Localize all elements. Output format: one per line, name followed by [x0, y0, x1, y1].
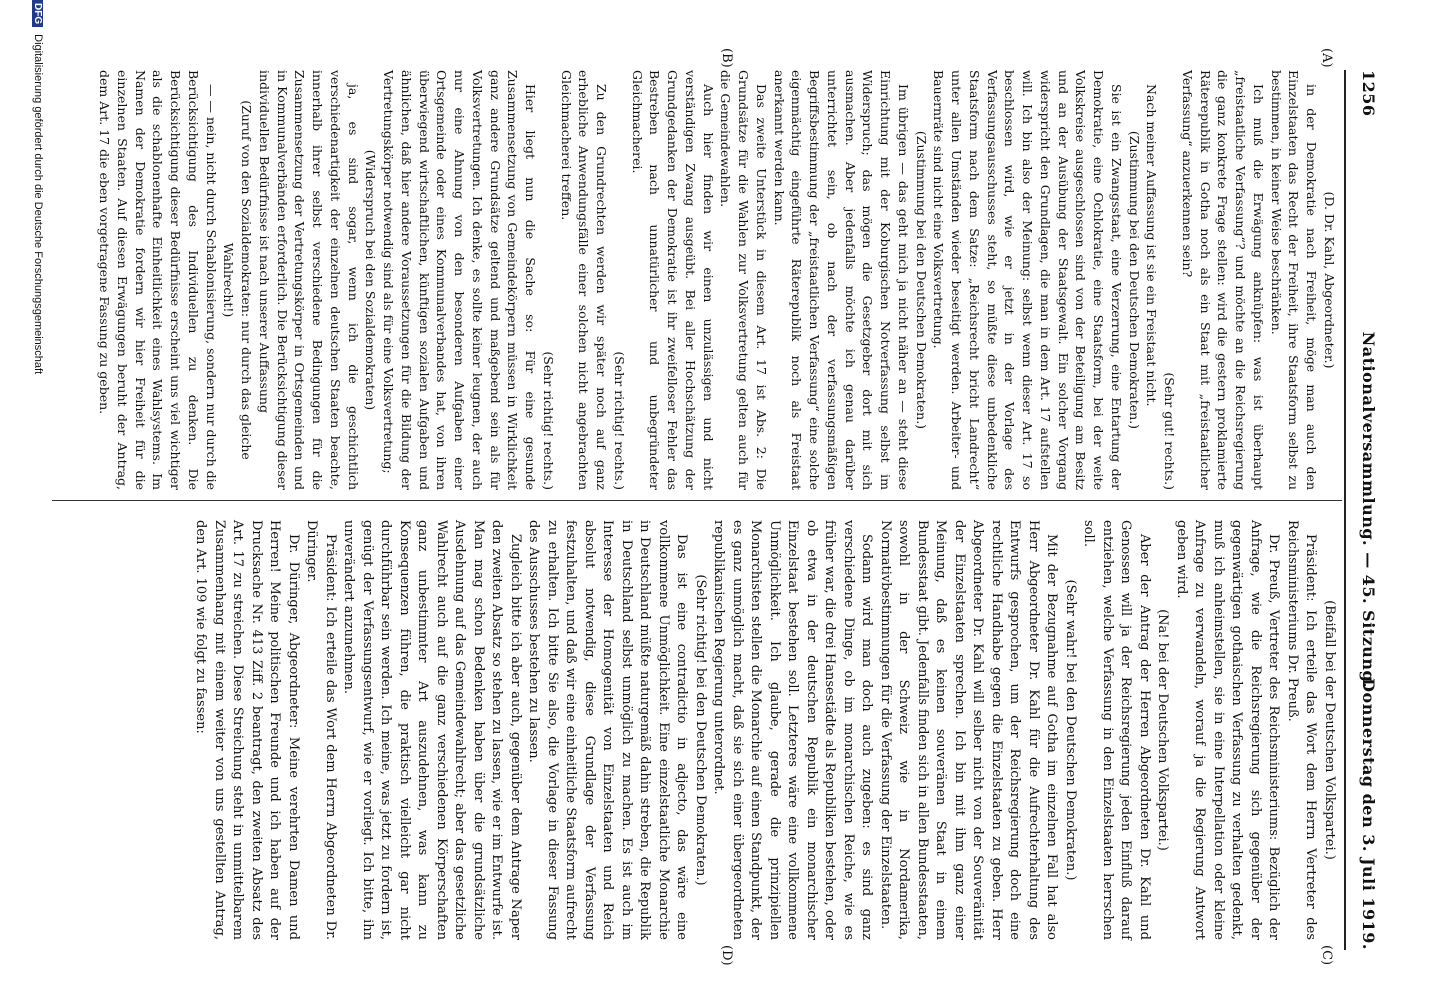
interjection: (Sehr richtig! rechts.)	[612, 351, 627, 490]
paragraph: ja, es sind sogar, wenn ich die geschichtlich verschiedenartigkeit der einzelnen deutschen Staaten beachte, innerhalb ihrer selbst verschiedene Bedingungen für die Zusammensetzung der Vertretungskörper in Ortsgemeinden und in Kommunalverbänden erforderlich. Die Berücksichtigung dieser individuellen Bedürfnisse ist nach unserer Auffassung	[257, 70, 361, 490]
interjection: (Sehr gut! rechts.)	[1162, 372, 1178, 490]
paragraph: Ich muß die Erwägung anknüpfen: was ist überhaupt „freistaatliche Verfassung“? und möchte an die Reichsregierung die ganz konkrete Frage stellen: wird die gestern proklamierte Räterepublik in Gotha noch als ein Staat mit „freistaatlicher Verfassung“ anzuerkennen sein?	[1180, 70, 1266, 490]
interjection: (Zustimmung bei den Deutschen Demokraten.)	[1126, 130, 1142, 430]
paragraph: Präsident: Ich erteile das Wort dem Herrn Abgeordneten Dr. Düringer.	[304, 520, 338, 940]
paragraph: in der Demokratie nach Freiheit, möge man auch den Einzelstaaten das Recht der Freiheit, ihre Staatsform selbst zu bestimmen, in keiner Weise beschränken.	[1268, 70, 1320, 490]
interjection: (Zuruf von den Sozialdemokraten: nur durch das gleiche Wahlrecht!)	[221, 100, 255, 460]
page-number: 1256	[1359, 70, 1378, 117]
paragraph: Sodann wird man doch auch zugeben: es sind ganz verschiedene Dinge, ob im monarchischen Reiche, wie es früher war, die drei Hansestädte als Republiken bestehen, oder ob etwa in der deutschen Republik ein monarchischer Einzelstaat bestehen soll. Letzteres wäre eine vollkommene Unmöglichkeit. Ich glaube, gerade die prinzipiellen Monarchisten stellen die Monarchie auf einen Standpunkt, der es ganz unmöglich macht, daß sie sich einer übergeordneten republikanischen Regierung unterordnet.	[711, 520, 875, 940]
interjection: (Widerspruch bei den Sozialdemokraten)	[363, 149, 379, 411]
interjection: (Na! bei der Deutschen Volkspartei.)	[1155, 609, 1171, 851]
dfg-logo: DFG	[32, 0, 43, 27]
paragraph: Auch hier finden wir einen unzulässigen und nicht verständigen Zwang ausgeübt. Bei aller Hochschätzung der Grundgedanken der Demokratie ist ihr zweifelloser Fehler das Bestreben nach unnatürlicher und unbegründeter Gleichmacherei.	[629, 70, 716, 490]
paragraph: Nach meiner Auffassung ist sie ein Freistaat nicht.	[1144, 84, 1160, 407]
margin-mark-d: (D)	[719, 945, 734, 966]
interjection: (Zustimmung bei den Deutschen Demokraten.)	[913, 130, 929, 430]
paragraph: Zugleich bitte ich aber auch, gegenüber dem Antrage Naper den zweiten Absatz so stehen zu lassen, wie er im Entwurfe ist. Man mag schon Bedenken haben über die grundsätzliche Ausdehnung auf das Gemeindewahlrecht; aber das gesetzliche Wahlrecht auch auf die ganz verschiedenen Körperschaften ganz unbestimmter Art auszudehnen, was kann zu Konsequenzen führen, die praktisch vielleicht gar nicht durchführbar sein werden. Ich meine, was jetzt zu fordern ist, genügt der Verfassungsentwurf, wie er vorliegt. Ich bitte, ihn unverändert anzunehmen.	[341, 520, 523, 940]
left-column	[96, 70, 1339, 490]
paragraph: Dr. Preuß, Vertreter des Reichsministeriums: Bezüglich der Anfrage, wie die Reichsregierung sich gegenüber der gegenwärtigen gothaischen Verfassung zu verhalten gedenkt, muß ich anheimstellen, sie in eine Interpellation oder kleine Anfrage zu verwandeln, worauf ja die Regierung Antwort geben wird.	[1174, 520, 1282, 940]
paragraph: Mit der Bezugnahme auf Gotha im einzelnen Fall hat also Herr Abgeordneter Dr. Kahl für die Aufrechterhaltung des Entwurfs gesprochen, um der Reichsregierung doch eine rechtliche Handhabe gegen die Einzelstaaten zu geben. Herr Abgeordneter Dr. Kahl will selber nicht von der Souveränität der Einzelstaaten sprechen. Ich bin mit ihm ganz einer Meinung, daß es keinen souveränen Staat in einem Bundesstaat gibt. Jedenfalls finden sich in allen Bundesstaaten, sowohl in der Schweiz wie in Nordamerika, Normativbestimmungen für die Verfassung der Einzelstaaten.	[878, 520, 1060, 940]
paragraph: Sie ist ein Zwangsstaat, eine Verzerrung, eine Entartung der Demokratie, eine Ochlokratie, eine Staatsform, bei der weite Volkskreise ausgeschlossen sind von der Beteiligung am Besitz und an der Ausübung der Staatsgewalt. Ein solcher Vorgang widerspricht den Grundlagen, die man in dem Art. 17 aufstellen will. Ich bin also der Meinung: selbst wenn dieser Art. 17 so beschlossen wird, wie er jetzt in der Vorlage des Verfassungsausschusses steht, so müßte diese unbedenkliche Staatsform nach dem Satze: „Reichsrecht bricht Landrecht“ unter allen Umständen wieder beseitigt werden. Arbeiter- und Bauernräte sind nicht eine Volksvertretung.	[931, 70, 1124, 490]
paragraph: Das ist eine contradictio in adjecto, das wäre eine vollkommene Unmöglichkeit. Eine einzelstaatliche Monarchie in Deutschland müßte naturgemäß dahin streben, die Republik in Deutschland selbst unmöglich zu machen. Es ist auch im Interesse der Homogenität von Einzelstaaten und Reich absolut notwendig, diese Grundlage der Verfassung festzuhalten, und daß wir eine einheitliche Staatsform aufrecht zu erhalten. Ich bitte Sie also, die Vorlage in dieser Fassung des Ausschusses bestehen zu lassen.	[526, 520, 690, 940]
session-title: Nationalversammlung. — 45. Sitzung.	[1359, 331, 1378, 689]
interjection: (Sehr richtig! bei den Deutschen Demokraten.)	[693, 574, 708, 886]
margin-mark-c: (C)	[1319, 945, 1334, 966]
interjection: (Beifall bei der Deutschen Volkspartei.)	[1322, 600, 1337, 860]
margin-mark-b: (B)	[719, 48, 734, 68]
digitization-credit	[24, 0, 44, 1000]
paragraph: Das zweite Unterstück in diesem Art. 17 ist Abs. 2: Die Grundsätze für die Wahlen zur Volksvertretung gelten auch für die Gemeindewahlen.	[718, 70, 769, 490]
page-header	[1348, 70, 1384, 950]
paragraph: Zu den Grundrechten werden wir später noch auf ganz erhebliche Anwendungsfälle einer solchen nicht angebrachten Gleichmacherei treffen.	[558, 70, 610, 490]
paragraph: Im übrigen — das geht mich ja nicht näher an — steht diese Einrichtung mit der Koburgischen Notverfassung selbst im Widerspruch; das mögen die Gesetzgeber dort mit sich ausmachen. Aber jedenfalls möchte ich genau darüber unterrichtet sein, ob nach der verfassungsmäßigen Begriffsbestimmung der „freistaatlichen Verfassung“ eine solche eigenmächtig eingeführte Räterepublik noch als Freistaat anerkannt werden kann.	[771, 70, 911, 490]
margin-mark-a: (A)	[1319, 48, 1334, 68]
paragraph: — — nein, nicht durch Schablonisierung, sondern nur durch die Berücksichtigung des Individuellen zu denken. Die Berücksichtigung dieser Bedürfnisse erscheint uns viel wichtiger als die schablonenhafte Einheitlichkeit eines Wahlsystems. Im Namen der Demokratie fordern wir hier Freiheit für die einzelnen Staaten. Auf diesen Erwägungen beruht der Antrag, dem Art. 17 die eben vorgetragene Fassung zu geben.	[97, 70, 219, 490]
paragraph: Präsident: Ich erteile das Wort dem Herrn Vertreter des Reichsministeriums Dr. Preuß.	[1285, 520, 1319, 940]
header-rule	[1344, 70, 1346, 950]
right-column	[191, 520, 1338, 940]
session-date: Donnerstag den 3. Juli 1919.	[1359, 678, 1378, 950]
interjection: (D. Dr. Kahl, Abgeordneter.)	[1322, 191, 1337, 369]
interjection: (Sehr richtig! rechts.)	[541, 351, 556, 490]
paragraph: Dr. Düringer, Abgeordneter: Meine verehrten Damen und Herren! Meine politischen Freunde und ich haben auf der Drucksache Nr. 413 Ziff. 2 beantragt, den zweiten Absatz des Art. 17 zu streichen. Diese Streichung steht in unmittelbarem Zusammenhang mit einem weiter von uns gestellten Antrag, den Art. 109 wie folgt zu fassen:	[193, 520, 301, 940]
interjection: (Sehr wahr! bei den Deutschen Demokraten.)	[1063, 579, 1078, 881]
paragraph: Hier liegt nun die Sache so: Für eine gesunde Zusammensetzung von Gemeindekörpern müssen in Wirklichkeit ganz andere Grundsätze geltend und maßgebend sein als für Volksvertretungen. Ich denke, es sollte keiner leugnen, der auch nur eine Ahnung von den besonderen Aufgaben einer Ortsgemeinde oder eines Kommunalverbandes hat, von ihren überwiegend wirtschaftlichen, künftigen sozialen Aufgaben und ähnlichen, daß hier andere Voraussetzungen für die Bildung der Vertretungskörper notwendig sind als für eine Volksvertretung;	[381, 70, 539, 490]
column-divider	[52, 500, 1342, 501]
credit-text: Digitalisierung gefördert durch die Deutsche Forschungsgemeinschaft	[31, 34, 44, 375]
paragraph: Aber der Antrag der Herren Abgeordneten Dr. Kahl und Genossen will ja der Reichsregierung jeden Einfluß darauf entziehen, welche Verfassung in den Einzelstaaten herrschen soll.	[1081, 520, 1152, 940]
